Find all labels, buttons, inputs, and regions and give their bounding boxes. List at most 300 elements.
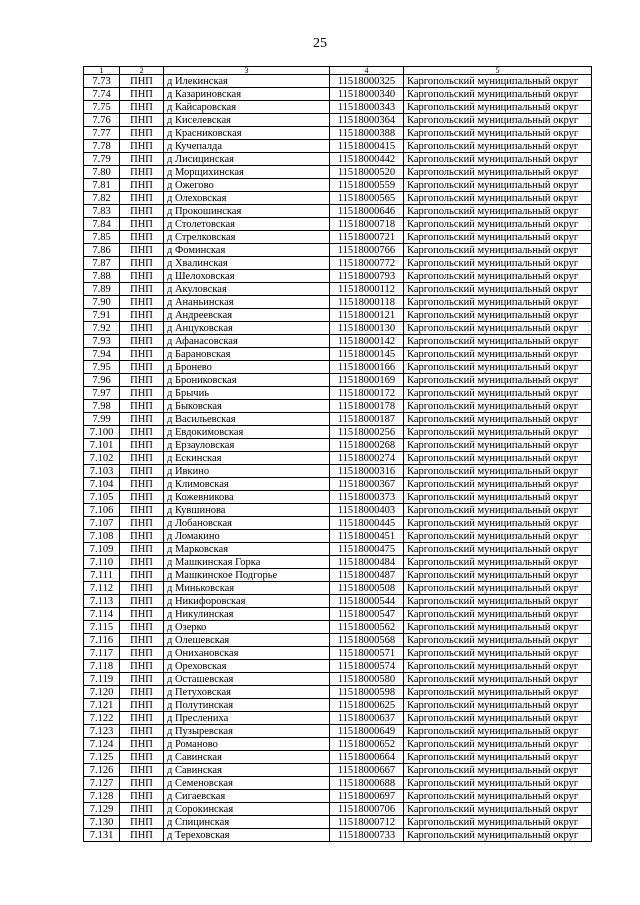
- district-cell: Каргопольский муниципальный округ: [404, 621, 592, 634]
- type-cell: ПНП: [120, 88, 164, 101]
- type-cell: ПНП: [120, 777, 164, 790]
- district-cell: Каргопольский муниципальный округ: [404, 114, 592, 127]
- settlement-name-cell: д Евдокимовская: [164, 426, 330, 439]
- settlement-name-cell: д Васильевская: [164, 413, 330, 426]
- row-number-cell: 7.120: [84, 686, 120, 699]
- row-number-cell: 7.105: [84, 491, 120, 504]
- district-cell: Каргопольский муниципальный округ: [404, 634, 592, 647]
- column-header-2: 2: [120, 67, 164, 75]
- type-cell: ПНП: [120, 478, 164, 491]
- row-number-cell: 7.100: [84, 426, 120, 439]
- type-cell: ПНП: [120, 153, 164, 166]
- table-row: [84, 751, 592, 764]
- type-cell: ПНП: [120, 465, 164, 478]
- oktmo-code-cell: 11518000625: [330, 699, 404, 712]
- table-row: [84, 348, 592, 361]
- row-number-cell: 7.91: [84, 309, 120, 322]
- oktmo-code-cell: 11518000142: [330, 335, 404, 348]
- row-number-cell: 7.122: [84, 712, 120, 725]
- oktmo-code-cell: 11518000520: [330, 166, 404, 179]
- district-cell: Каргопольский муниципальный округ: [404, 413, 592, 426]
- oktmo-code-cell: 11518000340: [330, 88, 404, 101]
- oktmo-code-cell: 11518000112: [330, 283, 404, 296]
- column-header-5: 5: [404, 67, 592, 75]
- type-cell: ПНП: [120, 270, 164, 283]
- oktmo-code-cell: 11518000598: [330, 686, 404, 699]
- settlement-name-cell: д Брониковская: [164, 374, 330, 387]
- type-cell: ПНП: [120, 309, 164, 322]
- settlement-name-cell: д Романово: [164, 738, 330, 751]
- oktmo-code-cell: 11518000766: [330, 244, 404, 257]
- row-number-cell: 7.115: [84, 621, 120, 634]
- settlement-name-cell: д Кайсаровская: [164, 101, 330, 114]
- type-cell: ПНП: [120, 608, 164, 621]
- oktmo-code-cell: 11518000268: [330, 439, 404, 452]
- type-cell: ПНП: [120, 569, 164, 582]
- oktmo-code-cell: 11518000733: [330, 829, 404, 842]
- settlement-name-cell: д Ореховская: [164, 660, 330, 673]
- settlement-name-cell: д Бронево: [164, 361, 330, 374]
- row-number-cell: 7.74: [84, 88, 120, 101]
- district-cell: Каргопольский муниципальный округ: [404, 166, 592, 179]
- settlement-name-cell: д Сигаевская: [164, 790, 330, 803]
- table-row: [84, 452, 592, 465]
- table-row: [84, 504, 592, 517]
- district-cell: Каргопольский муниципальный округ: [404, 569, 592, 582]
- row-number-cell: 7.129: [84, 803, 120, 816]
- type-cell: ПНП: [120, 647, 164, 660]
- row-number-cell: 7.103: [84, 465, 120, 478]
- row-number-cell: 7.97: [84, 387, 120, 400]
- type-cell: ПНП: [120, 348, 164, 361]
- row-number-cell: 7.75: [84, 101, 120, 114]
- row-number-cell: 7.124: [84, 738, 120, 751]
- oktmo-code-cell: 11518000565: [330, 192, 404, 205]
- oktmo-code-cell: 11518000166: [330, 361, 404, 374]
- district-cell: Каргопольский муниципальный округ: [404, 257, 592, 270]
- table-row: [84, 127, 592, 140]
- table-row: [84, 764, 592, 777]
- settlement-name-cell: д Никулинская: [164, 608, 330, 621]
- table-row: [84, 491, 592, 504]
- row-number-cell: 7.99: [84, 413, 120, 426]
- column-header-4: 4: [330, 67, 404, 75]
- settlement-name-cell: д Савинская: [164, 751, 330, 764]
- settlement-name-cell: д Машкинское Подгорье: [164, 569, 330, 582]
- table-body: [84, 75, 592, 842]
- settlement-name-cell: д Петуховская: [164, 686, 330, 699]
- table-row: [84, 374, 592, 387]
- district-cell: Каргопольский муниципальный округ: [404, 556, 592, 569]
- oktmo-code-cell: 11518000118: [330, 296, 404, 309]
- table-row: [84, 738, 592, 751]
- row-number-cell: 7.101: [84, 439, 120, 452]
- district-cell: Каргопольский муниципальный округ: [404, 400, 592, 413]
- oktmo-code-cell: 11518000484: [330, 556, 404, 569]
- type-cell: ПНП: [120, 686, 164, 699]
- table-row: [84, 192, 592, 205]
- row-number-cell: 7.73: [84, 75, 120, 88]
- type-cell: ПНП: [120, 231, 164, 244]
- row-number-cell: 7.89: [84, 283, 120, 296]
- oktmo-code-cell: 11518000580: [330, 673, 404, 686]
- table-row: [84, 530, 592, 543]
- type-cell: ПНП: [120, 192, 164, 205]
- oktmo-code-cell: 11518000718: [330, 218, 404, 231]
- table-row: [84, 218, 592, 231]
- table-row: [84, 660, 592, 673]
- oktmo-code-cell: 11518000646: [330, 205, 404, 218]
- type-cell: ПНП: [120, 75, 164, 88]
- settlement-name-cell: д Спицинская: [164, 816, 330, 829]
- oktmo-code-cell: 11518000508: [330, 582, 404, 595]
- district-cell: Каргопольский муниципальный округ: [404, 452, 592, 465]
- oktmo-code-cell: 11518000367: [330, 478, 404, 491]
- table-row: [84, 361, 592, 374]
- table-row: [84, 816, 592, 829]
- settlement-name-cell: д Ожегово: [164, 179, 330, 192]
- district-cell: Каргопольский муниципальный округ: [404, 712, 592, 725]
- settlement-name-cell: д Олешевская: [164, 634, 330, 647]
- row-number-cell: 7.92: [84, 322, 120, 335]
- table-row: [84, 543, 592, 556]
- oktmo-code-cell: 11518000373: [330, 491, 404, 504]
- table-row: [84, 725, 592, 738]
- row-number-cell: 7.95: [84, 361, 120, 374]
- district-cell: Каргопольский муниципальный округ: [404, 517, 592, 530]
- oktmo-code-cell: 11518000568: [330, 634, 404, 647]
- settlement-name-cell: д Андреевская: [164, 309, 330, 322]
- oktmo-code-cell: 11518000664: [330, 751, 404, 764]
- type-cell: ПНП: [120, 582, 164, 595]
- district-cell: Каргопольский муниципальный округ: [404, 75, 592, 88]
- row-number-cell: 7.82: [84, 192, 120, 205]
- table-row: [84, 569, 592, 582]
- district-cell: Каргопольский муниципальный округ: [404, 491, 592, 504]
- table-row: [84, 387, 592, 400]
- row-number-cell: 7.77: [84, 127, 120, 140]
- row-number-cell: 7.98: [84, 400, 120, 413]
- type-cell: ПНП: [120, 335, 164, 348]
- district-cell: Каргопольский муниципальный округ: [404, 335, 592, 348]
- table-row: [84, 205, 592, 218]
- oktmo-code-cell: 11518000388: [330, 127, 404, 140]
- settlement-name-cell: д Киселевская: [164, 114, 330, 127]
- settlement-name-cell: д Ескинская: [164, 452, 330, 465]
- district-cell: Каргопольский муниципальный округ: [404, 192, 592, 205]
- oktmo-code-cell: 11518000544: [330, 595, 404, 608]
- district-cell: Каргопольский муниципальный округ: [404, 296, 592, 309]
- settlement-name-cell: д Анцуковская: [164, 322, 330, 335]
- row-number-cell: 7.102: [84, 452, 120, 465]
- row-number-cell: 7.118: [84, 660, 120, 673]
- oktmo-code-cell: 11518000721: [330, 231, 404, 244]
- oktmo-code-cell: 11518000574: [330, 660, 404, 673]
- row-number-cell: 7.88: [84, 270, 120, 283]
- type-cell: ПНП: [120, 790, 164, 803]
- type-cell: ПНП: [120, 452, 164, 465]
- table-row: [84, 595, 592, 608]
- table-row: [84, 101, 592, 114]
- district-cell: Каргопольский муниципальный округ: [404, 205, 592, 218]
- type-cell: ПНП: [120, 322, 164, 335]
- row-number-cell: 7.78: [84, 140, 120, 153]
- oktmo-code-cell: 11518000667: [330, 764, 404, 777]
- district-cell: Каргопольский муниципальный округ: [404, 699, 592, 712]
- oktmo-code-cell: 11518000169: [330, 374, 404, 387]
- district-cell: Каргопольский муниципальный округ: [404, 426, 592, 439]
- type-cell: ПНП: [120, 530, 164, 543]
- oktmo-code-cell: 11518000793: [330, 270, 404, 283]
- settlement-name-cell: д Миньковская: [164, 582, 330, 595]
- district-cell: Каргопольский муниципальный округ: [404, 595, 592, 608]
- table-row: [84, 179, 592, 192]
- district-cell: Каргопольский муниципальный округ: [404, 309, 592, 322]
- type-cell: ПНП: [120, 556, 164, 569]
- district-cell: Каргопольский муниципальный округ: [404, 816, 592, 829]
- row-number-cell: 7.123: [84, 725, 120, 738]
- table-row: [84, 712, 592, 725]
- table-row: [84, 673, 592, 686]
- settlement-name-cell: д Ананьинская: [164, 296, 330, 309]
- row-number-cell: 7.117: [84, 647, 120, 660]
- district-cell: Каргопольский муниципальный округ: [404, 465, 592, 478]
- row-number-cell: 7.108: [84, 530, 120, 543]
- type-cell: ПНП: [120, 114, 164, 127]
- type-cell: ПНП: [120, 374, 164, 387]
- settlement-name-cell: д Никифоровская: [164, 595, 330, 608]
- type-cell: ПНП: [120, 816, 164, 829]
- district-cell: Каргопольский муниципальный округ: [404, 803, 592, 816]
- table-row: [84, 777, 592, 790]
- settlement-name-cell: д Хвалинская: [164, 257, 330, 270]
- type-cell: ПНП: [120, 426, 164, 439]
- type-cell: ПНП: [120, 361, 164, 374]
- settlement-name-cell: д Афанасовская: [164, 335, 330, 348]
- district-cell: Каргопольский муниципальный округ: [404, 647, 592, 660]
- settlement-name-cell: д Олеховская: [164, 192, 330, 205]
- oktmo-code-cell: 11518000688: [330, 777, 404, 790]
- district-cell: Каргопольский муниципальный округ: [404, 829, 592, 842]
- district-cell: Каргопольский муниципальный округ: [404, 725, 592, 738]
- table-row: [84, 699, 592, 712]
- settlement-name-cell: д Кучепалда: [164, 140, 330, 153]
- settlement-name-cell: д Преслениха: [164, 712, 330, 725]
- oktmo-code-cell: 11518000316: [330, 465, 404, 478]
- row-number-cell: 7.93: [84, 335, 120, 348]
- table-row: [84, 478, 592, 491]
- oktmo-code-cell: 11518000325: [330, 75, 404, 88]
- type-cell: ПНП: [120, 699, 164, 712]
- oktmo-code-cell: 11518000145: [330, 348, 404, 361]
- settlement-name-cell: д Фоминская: [164, 244, 330, 257]
- settlement-name-cell: д Семеновская: [164, 777, 330, 790]
- type-cell: ПНП: [120, 101, 164, 114]
- row-number-cell: 7.81: [84, 179, 120, 192]
- settlement-name-cell: д Ерзауловская: [164, 439, 330, 452]
- settlement-name-cell: д Казариновская: [164, 88, 330, 101]
- row-number-cell: 7.128: [84, 790, 120, 803]
- oktmo-code-cell: 11518000475: [330, 543, 404, 556]
- oktmo-code-cell: 11518000652: [330, 738, 404, 751]
- row-number-cell: 7.112: [84, 582, 120, 595]
- district-cell: Каргопольский муниципальный округ: [404, 478, 592, 491]
- table-header-row: [84, 67, 592, 75]
- table-row: [84, 790, 592, 803]
- table-row: [84, 829, 592, 842]
- row-number-cell: 7.94: [84, 348, 120, 361]
- oktmo-code-cell: 11518000772: [330, 257, 404, 270]
- type-cell: ПНП: [120, 712, 164, 725]
- type-cell: ПНП: [120, 218, 164, 231]
- table-row: [84, 426, 592, 439]
- district-cell: Каргопольский муниципальный округ: [404, 790, 592, 803]
- row-number-cell: 7.84: [84, 218, 120, 231]
- oktmo-code-cell: 11518000697: [330, 790, 404, 803]
- district-cell: Каргопольский муниципальный округ: [404, 127, 592, 140]
- oktmo-code-cell: 11518000445: [330, 517, 404, 530]
- oktmo-code-cell: 11518000178: [330, 400, 404, 413]
- type-cell: ПНП: [120, 244, 164, 257]
- type-cell: ПНП: [120, 595, 164, 608]
- district-cell: Каргопольский муниципальный округ: [404, 140, 592, 153]
- settlement-name-cell: д Быковская: [164, 400, 330, 413]
- oktmo-code-cell: 11518000343: [330, 101, 404, 114]
- type-cell: ПНП: [120, 296, 164, 309]
- settlement-name-cell: д Марковская: [164, 543, 330, 556]
- type-cell: ПНП: [120, 660, 164, 673]
- table-row: [84, 244, 592, 257]
- district-cell: Каргопольский муниципальный округ: [404, 322, 592, 335]
- type-cell: ПНП: [120, 439, 164, 452]
- table-row: [84, 322, 592, 335]
- district-cell: Каргопольский муниципальный округ: [404, 660, 592, 673]
- row-number-cell: 7.110: [84, 556, 120, 569]
- settlement-name-cell: д Морщихинская: [164, 166, 330, 179]
- type-cell: ПНП: [120, 634, 164, 647]
- district-cell: Каргопольский муниципальный округ: [404, 686, 592, 699]
- type-cell: ПНП: [120, 179, 164, 192]
- settlement-name-cell: д Ивкино: [164, 465, 330, 478]
- table-row: [84, 413, 592, 426]
- row-number-cell: 7.76: [84, 114, 120, 127]
- oktmo-code-cell: 11518000172: [330, 387, 404, 400]
- settlement-name-cell: д Климовская: [164, 478, 330, 491]
- oktmo-code-cell: 11518000274: [330, 452, 404, 465]
- district-cell: Каргопольский муниципальный округ: [404, 374, 592, 387]
- district-cell: Каргопольский муниципальный округ: [404, 777, 592, 790]
- settlement-name-cell: д Пузыревская: [164, 725, 330, 738]
- settlement-name-cell: д Брычиь: [164, 387, 330, 400]
- row-number-cell: 7.85: [84, 231, 120, 244]
- district-cell: Каргопольский муниципальный округ: [404, 751, 592, 764]
- type-cell: ПНП: [120, 751, 164, 764]
- row-number-cell: 7.127: [84, 777, 120, 790]
- oktmo-code-cell: 11518000706: [330, 803, 404, 816]
- table-row: [84, 257, 592, 270]
- district-cell: Каргопольский муниципальный округ: [404, 439, 592, 452]
- oktmo-code-cell: 11518000637: [330, 712, 404, 725]
- table-row: [84, 270, 592, 283]
- column-header-3: 3: [164, 67, 330, 75]
- type-cell: ПНП: [120, 829, 164, 842]
- settlement-name-cell: д Акуловская: [164, 283, 330, 296]
- type-cell: ПНП: [120, 140, 164, 153]
- row-number-cell: 7.126: [84, 764, 120, 777]
- type-cell: ПНП: [120, 491, 164, 504]
- oktmo-code-cell: 11518000649: [330, 725, 404, 738]
- oktmo-code-cell: 11518000487: [330, 569, 404, 582]
- type-cell: ПНП: [120, 283, 164, 296]
- table-row: [84, 465, 592, 478]
- type-cell: ПНП: [120, 504, 164, 517]
- district-cell: Каргопольский муниципальный округ: [404, 270, 592, 283]
- district-cell: Каргопольский муниципальный округ: [404, 231, 592, 244]
- type-cell: ПНП: [120, 257, 164, 270]
- type-cell: ПНП: [120, 166, 164, 179]
- settlement-name-cell: д Красниковская: [164, 127, 330, 140]
- table-row: [84, 803, 592, 816]
- settlement-name-cell: д Прокошинская: [164, 205, 330, 218]
- settlements-table: [83, 66, 592, 842]
- settlement-name-cell: д Ломакино: [164, 530, 330, 543]
- table-row: [84, 556, 592, 569]
- row-number-cell: 7.83: [84, 205, 120, 218]
- oktmo-code-cell: 11518000571: [330, 647, 404, 660]
- table-row: [84, 335, 592, 348]
- type-cell: ПНП: [120, 205, 164, 218]
- row-number-cell: 7.79: [84, 153, 120, 166]
- type-cell: ПНП: [120, 764, 164, 777]
- district-cell: Каргопольский муниципальный округ: [404, 387, 592, 400]
- type-cell: ПНП: [120, 673, 164, 686]
- oktmo-code-cell: 11518000364: [330, 114, 404, 127]
- settlement-name-cell: д Кожевникова: [164, 491, 330, 504]
- table-row: [84, 153, 592, 166]
- district-cell: Каргопольский муниципальный округ: [404, 283, 592, 296]
- oktmo-code-cell: 11518000712: [330, 816, 404, 829]
- page-number: 25: [313, 36, 327, 51]
- oktmo-code-cell: 11518000547: [330, 608, 404, 621]
- oktmo-code-cell: 11518000442: [330, 153, 404, 166]
- settlement-name-cell: д Столетовская: [164, 218, 330, 231]
- row-number-cell: 7.130: [84, 816, 120, 829]
- district-cell: Каргопольский муниципальный округ: [404, 608, 592, 621]
- type-cell: ПНП: [120, 127, 164, 140]
- row-number-cell: 7.109: [84, 543, 120, 556]
- row-number-cell: 7.116: [84, 634, 120, 647]
- settlement-name-cell: д Онихановская: [164, 647, 330, 660]
- table-row: [84, 621, 592, 634]
- table-row: [84, 166, 592, 179]
- row-number-cell: 7.121: [84, 699, 120, 712]
- table-row: [84, 309, 592, 322]
- settlement-name-cell: д Полутинская: [164, 699, 330, 712]
- district-cell: Каргопольский муниципальный округ: [404, 88, 592, 101]
- oktmo-code-cell: 11518000559: [330, 179, 404, 192]
- oktmo-code-cell: 11518000562: [330, 621, 404, 634]
- type-cell: ПНП: [120, 387, 164, 400]
- district-cell: Каргопольский муниципальный округ: [404, 582, 592, 595]
- table-row: [84, 283, 592, 296]
- settlement-name-cell: д Лисицинская: [164, 153, 330, 166]
- table-row: [84, 114, 592, 127]
- oktmo-code-cell: 11518000121: [330, 309, 404, 322]
- type-cell: ПНП: [120, 621, 164, 634]
- settlement-name-cell: д Шелоховская: [164, 270, 330, 283]
- row-number-cell: 7.90: [84, 296, 120, 309]
- district-cell: Каргопольский муниципальный округ: [404, 673, 592, 686]
